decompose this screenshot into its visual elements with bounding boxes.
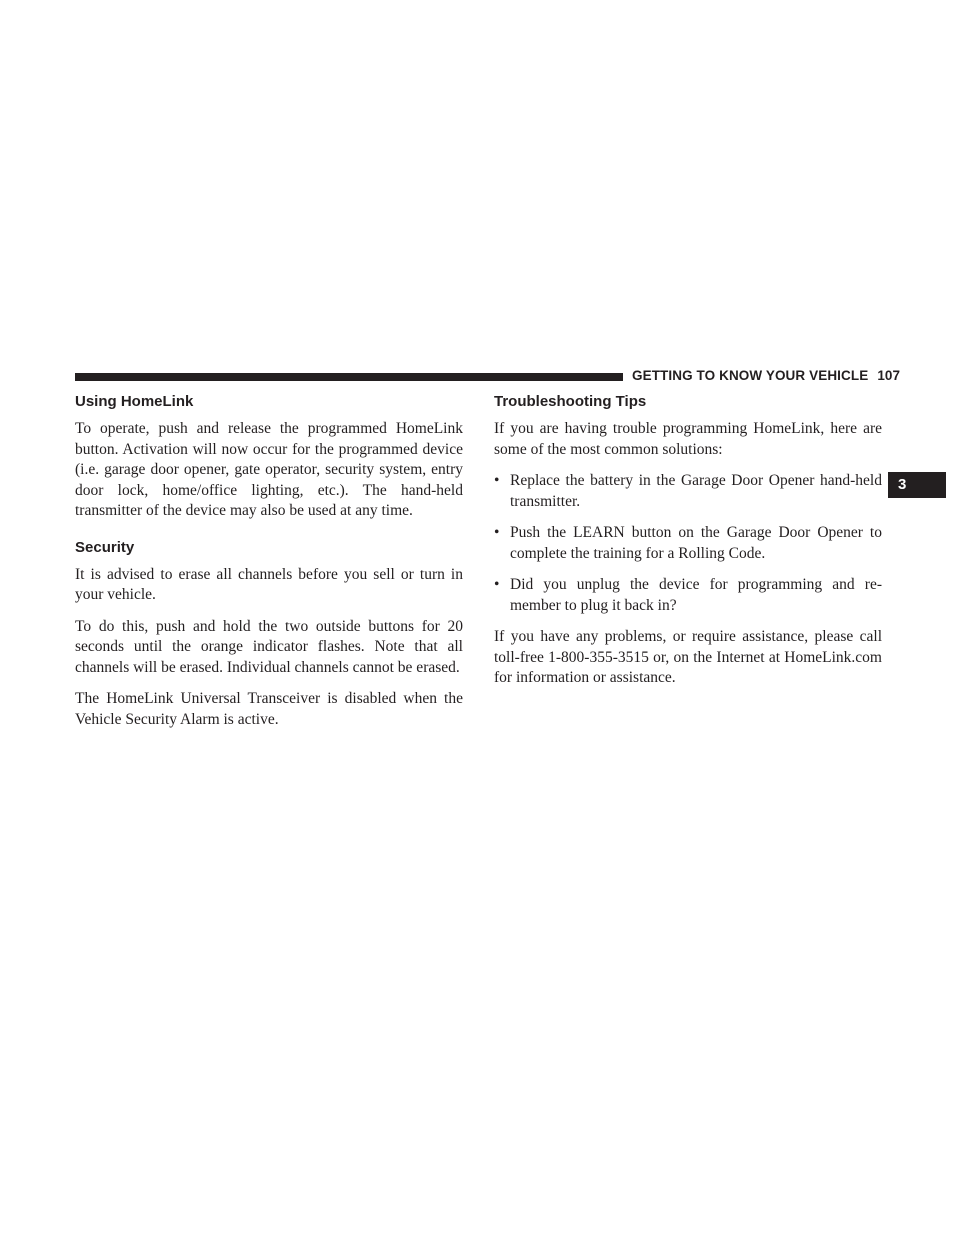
security-paragraph-2: To do this, push and hold the two outside buttons for 20 seconds until the orange indicator flashes. Note that all channels will be erased. Individual channels cannot be erased. xyxy=(75,617,463,676)
header-rule xyxy=(75,373,623,381)
running-header xyxy=(632,366,900,386)
solutions-list xyxy=(494,471,882,616)
list-item-text: Push the LEARN button on the Garage Door Opener to complete the training for a Rolling Code. xyxy=(510,524,882,562)
security-heading: Security xyxy=(75,538,135,556)
list-item-text: Replace the battery in the Garage Door Opener hand-held transmitter. xyxy=(510,472,882,510)
using-homelink-paragraph: To operate, push and release the programmed HomeLink button. Activation will now occur for the programmed device (i.e. garage door opener, gate operator, security system, entry door lock, home/office lighting, etc.). The hand-held transmitter of the device may also be used at any time. xyxy=(75,420,463,519)
bullet-icon: • xyxy=(494,576,500,593)
left-column xyxy=(75,392,463,741)
bullet-icon: • xyxy=(494,524,500,541)
bullet-icon: • xyxy=(494,472,500,489)
list-item xyxy=(494,575,882,616)
right-column xyxy=(494,392,882,700)
page-number: 107 xyxy=(877,368,901,383)
troubleshooting-heading: Troubleshooting Tips xyxy=(494,393,647,410)
list-item-text: Did you unplug the device for programming and re-member to plug it back in? xyxy=(510,576,882,614)
section-title: GETTING TO KNOW YOUR VEHICLE xyxy=(632,368,869,383)
security-paragraph-1: It is advised to erase all channels before you sell or turn in your vehicle. xyxy=(75,565,463,603)
troubleshooting-closing: If you have any problems, or require assistance, please call toll-free 1-800-355-3515 or, on the Internet at HomeLink.com for information or assistance. xyxy=(494,628,882,686)
list-item xyxy=(494,471,882,512)
chapter-tab: 3 xyxy=(888,472,946,498)
using-homelink-heading: Using HomeLink xyxy=(75,393,194,410)
list-item xyxy=(494,523,882,564)
troubleshooting-intro: If you are having trouble programming HomeLink, here are some of the most common solutions: xyxy=(494,420,882,458)
security-paragraph-3: The HomeLink Universal Transceiver is disabled when the Vehicle Security Alarm is active. xyxy=(75,690,463,728)
